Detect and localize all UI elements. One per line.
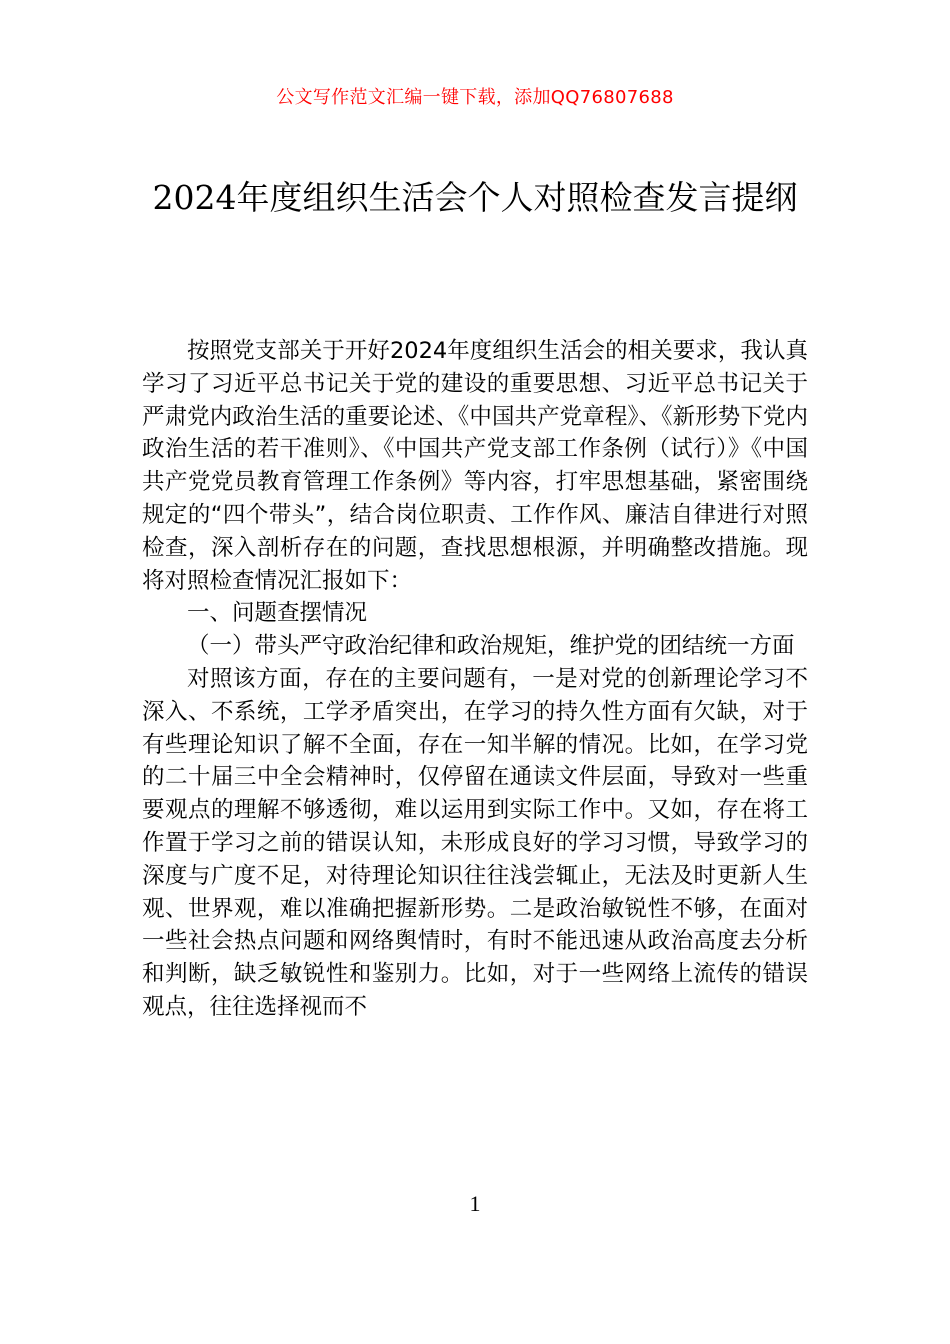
subsection-heading: （一）带头严守政治纪律和政治规矩，维护党的团结统一方面 (187, 633, 795, 660)
document-title: 2024年度组织生活会个人对照检查发言提纲 (152, 178, 798, 217)
body-paragraph: 对照该方面，存在的主要问题有，一是对党的创新理论学习不深入、不系统，工学矛盾突出，在学习的持久性方面有欠缺，对于有些理论知识了解不全面，存在一知半解的情况。比如，在学习党的二十届三中全会精神时，仅停留在通读文件层面，导致对一些重要观点的理解不够透彻，难以运用到实际工作中。又如，存在将工作置于学习之前的错误认知，未形成良好的学习习惯，导致学习的深度与广度不足，对待理论知识往往浅尝辄止，无法及时更新人生观、世界观，难以准确把握新形势。二是政治敏锐性不够，在面对一些社会热点问题和网络舆情时，有时不能迅速从政治高度去分析和判断，缺乏敏锐性和鉴别力。比如，对于一些网络上流传的错误观点，往往选择视而不 (142, 665, 808, 1020)
section-heading: 一、问题查摆情况 (187, 600, 368, 627)
page-number: 1 (469, 1191, 481, 1216)
intro-paragraph: 按照党支部关于开好2024年度组织生活会的相关要求，我认真学习了习近平总书记关于党的建设的重要思想、习近平总书记关于严肃党内政治生活的重要论述、《中国共产党章程》、《新形势下党内政治生活的若干准则》、《中国共产党支部工作条例（试行）》《中国共产党党员教育管理工作条例》等内容，打牢思想基础，紧密围绕规定的“四个带头”，结合岗位职责、工作作风、廉洁自律进行对照检查，深入剖析存在的问题，查找思想根源，并明确整改措施。现将对照检查情况汇报如下： (142, 338, 808, 594)
download-promo-note: 公文写作范文汇编一键下载，添加QQ76807688 (276, 87, 674, 108)
document-body (142, 335, 808, 1024)
